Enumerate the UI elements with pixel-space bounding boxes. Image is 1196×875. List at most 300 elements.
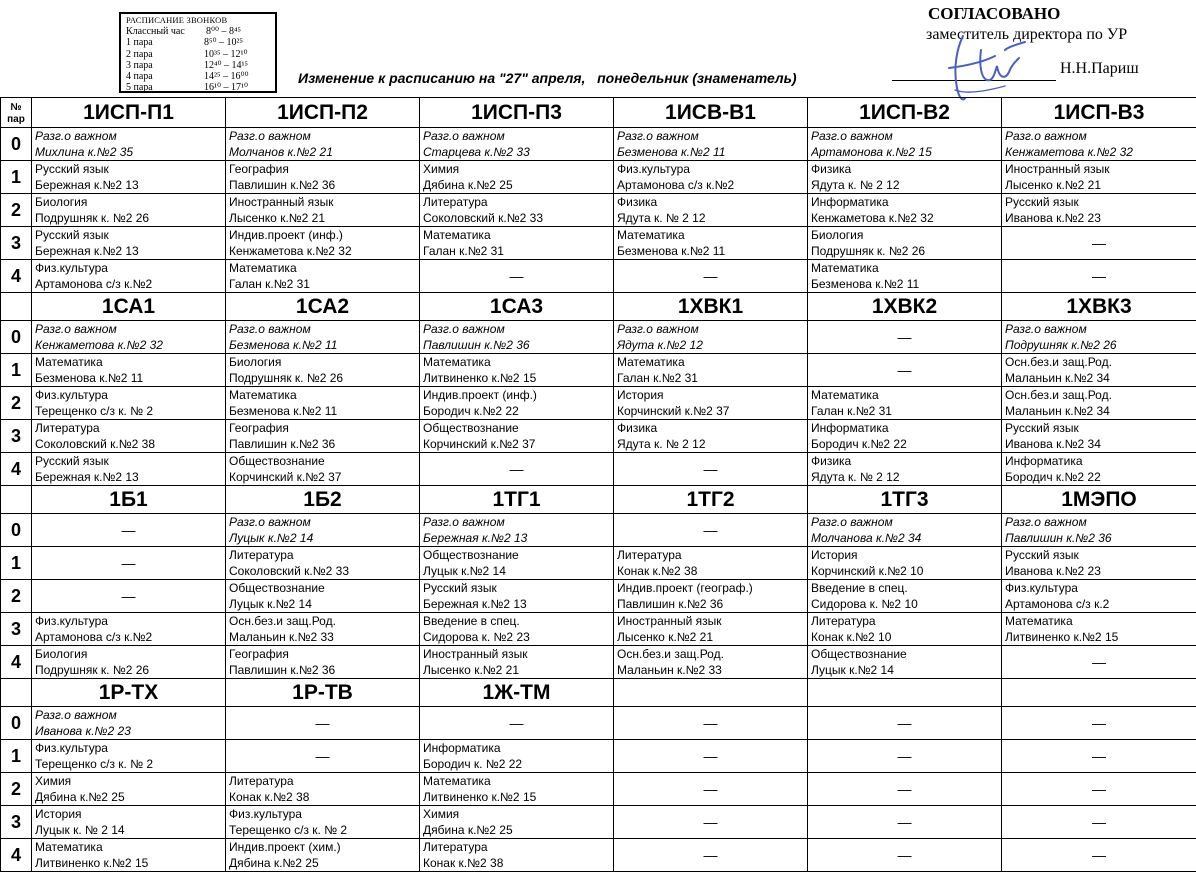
- lesson-cell: [1002, 354, 1196, 387]
- lesson-cell: [226, 613, 420, 646]
- teacher-room: Ядута к. № 2 12: [617, 211, 706, 225]
- subject-name: Индив.проект (географ.): [617, 581, 753, 595]
- lesson-cell: [226, 260, 420, 293]
- teacher-room: Подрушняк к. №2 26: [35, 211, 150, 225]
- teacher-room: Павлишин к.№2 36: [229, 178, 336, 192]
- teacher-room: Бородич к. №2 22: [423, 757, 523, 771]
- teacher-room: Молчанова к.№2 34: [811, 531, 922, 545]
- teacher-room: Дябина к.№2 25: [229, 856, 319, 870]
- teacher-room: Подрушняк к. №2 26: [35, 663, 150, 677]
- teacher-room: Артамонова с/з к.№2: [35, 630, 153, 644]
- group-name: 1СА1: [32, 293, 226, 321]
- teacher-room: Иванова к.№2 23: [35, 724, 131, 738]
- subject-name: Разг.о важном: [35, 129, 117, 143]
- teacher-room: Бережная к.№2 13: [35, 178, 139, 192]
- lesson-row: [1, 547, 1196, 580]
- document-title: Изменение к расписанию на "27" апреля, понедельник (знаменатель): [298, 70, 797, 86]
- lesson-cell: [1002, 420, 1196, 453]
- lesson-cell: [32, 740, 226, 773]
- lesson-cell: [808, 580, 1002, 613]
- lesson-cell: [1002, 161, 1196, 194]
- empty-slot: —: [808, 740, 1002, 773]
- empty-slot: —: [1002, 773, 1196, 806]
- lesson-cell: [420, 420, 614, 453]
- subject-name: Иностранный язык: [617, 614, 722, 628]
- teacher-room: Артамонова с/з к.№2: [617, 178, 735, 192]
- subject-name: Литература: [811, 614, 876, 628]
- subject-name: Химия: [423, 807, 460, 821]
- empty-slot: —: [1002, 707, 1196, 740]
- subject-name: Биология: [35, 647, 88, 661]
- group-name: [808, 679, 1002, 707]
- bell-row: 2 пара 10³⁵ – 12¹⁰: [126, 48, 248, 60]
- corner-cell: [1, 293, 32, 321]
- empty-slot: —: [226, 740, 420, 773]
- pair-number: 3: [1, 227, 32, 260]
- lesson-row: [1, 613, 1196, 646]
- lesson-cell: [226, 514, 420, 547]
- subject-name: География: [229, 421, 289, 435]
- teacher-room: Конак к.№2 10: [811, 630, 892, 644]
- lesson-cell: [32, 839, 226, 872]
- lesson-row: [1, 806, 1196, 839]
- subject-name: Разг.о важном: [229, 129, 311, 143]
- lesson-row: [1, 128, 1196, 161]
- teacher-room: Луцык к.№2 14: [423, 564, 506, 578]
- subject-name: Иностранный язык: [423, 647, 528, 661]
- subject-name: География: [229, 647, 289, 661]
- subject-name: Физика: [811, 454, 852, 468]
- subject-name: Физ.культура: [35, 388, 108, 402]
- lesson-cell: [1002, 321, 1196, 354]
- subject-name: Введение в спец.: [423, 614, 520, 628]
- teacher-room: Павлишин к.№2 36: [229, 663, 336, 677]
- teacher-room: Бережная к.№2 13: [423, 597, 527, 611]
- bell-row: 5 пара 16¹⁰ – 17¹⁰: [126, 82, 249, 94]
- lesson-cell: [226, 580, 420, 613]
- pair-number: 3: [1, 806, 32, 839]
- lesson-cell: [808, 420, 1002, 453]
- group-name: 1ИСП-П2: [226, 98, 420, 128]
- teacher-room: Конак к.№2 38: [617, 564, 698, 578]
- bell-row: 1 пара 8⁵⁰ – 10²⁵: [126, 37, 243, 49]
- teacher-room: Соколовский к.№2 33: [423, 211, 543, 225]
- subject-name: Индив.проект (хим.): [229, 840, 341, 854]
- lesson-cell: [32, 387, 226, 420]
- lesson-cell: [420, 806, 614, 839]
- approval-position: заместитель директора по УР: [926, 26, 1128, 43]
- teacher-room: Литвиненко к.№2 15: [35, 856, 149, 870]
- lesson-row: [1, 839, 1196, 872]
- group-name: 1Р-ТХ: [32, 679, 226, 707]
- teacher-room: Безменова к.№2 11: [229, 404, 338, 418]
- subject-name: Введение в спец.: [811, 581, 908, 595]
- subject-name: Осн.без.и защ.Род.: [229, 614, 336, 628]
- lesson-cell: [226, 773, 420, 806]
- lesson-cell: [32, 420, 226, 453]
- lesson-cell: [808, 161, 1002, 194]
- lesson-row: [1, 194, 1196, 227]
- bell-schedule-title: РАСПИСАНИЕ ЗВОНКОВ: [126, 15, 228, 25]
- teacher-room: Безменова к.№2 11: [35, 371, 144, 385]
- subject-name: Иностранный язык: [1005, 162, 1110, 176]
- lesson-cell: [1002, 453, 1196, 486]
- subject-name: Разг.о важном: [1005, 515, 1087, 529]
- teacher-room: Ядута к.№2 12: [617, 338, 703, 352]
- teacher-room: Галан к.№2 31: [229, 277, 310, 291]
- teacher-room: Терещенко с/з к. № 2: [35, 404, 154, 418]
- subject-name: Разг.о важном: [617, 129, 699, 143]
- subject-name: Разг.о важном: [35, 708, 117, 722]
- lesson-cell: [420, 580, 614, 613]
- empty-slot: —: [808, 806, 1002, 839]
- pair-number: 0: [1, 321, 32, 354]
- empty-slot: —: [1002, 260, 1196, 293]
- teacher-room: Подрушняк к. №2 26: [811, 244, 926, 258]
- lesson-cell: [420, 227, 614, 260]
- group-header-row: [1, 679, 1196, 707]
- lesson-cell: [420, 773, 614, 806]
- teacher-room: Иванова к.№2 23: [1005, 211, 1101, 225]
- empty-slot: —: [420, 260, 614, 293]
- group-name: 1ИСП-П3: [420, 98, 614, 128]
- pair-number: 0: [1, 128, 32, 161]
- lesson-cell: [226, 806, 420, 839]
- empty-slot: —: [614, 453, 808, 486]
- lesson-cell: [32, 613, 226, 646]
- lesson-cell: [226, 321, 420, 354]
- group-name: 1СА3: [420, 293, 614, 321]
- teacher-room: Павлишин к.№2 36: [617, 597, 724, 611]
- bell-schedule-box: [119, 12, 277, 93]
- pair-number: 2: [1, 387, 32, 420]
- teacher-room: Терещенко с/з к. № 2: [35, 757, 154, 771]
- teacher-room: Маланьин к.№2 33: [617, 663, 722, 677]
- pair-number-header: [1, 98, 32, 128]
- subject-name: Разг.о важном: [811, 515, 893, 529]
- lesson-cell: [808, 260, 1002, 293]
- lesson-cell: [420, 839, 614, 872]
- lesson-row: [1, 646, 1196, 679]
- lesson-cell: [226, 387, 420, 420]
- subject-name: Биология: [229, 355, 282, 369]
- lesson-row: [1, 420, 1196, 453]
- teacher-room: Кенжаметова к.№2 32: [1005, 145, 1133, 159]
- lesson-cell: [420, 387, 614, 420]
- lesson-cell: [226, 128, 420, 161]
- lesson-cell: [226, 547, 420, 580]
- pair-number: 0: [1, 514, 32, 547]
- lesson-cell: [420, 321, 614, 354]
- subject-name: Математика: [35, 355, 103, 369]
- empty-slot: —: [32, 580, 226, 613]
- subject-name: Индив.проект (инф.): [229, 228, 343, 242]
- teacher-room: Молчанов к.№2 21: [229, 145, 333, 159]
- subject-name: Разг.о важном: [1005, 129, 1087, 143]
- handwritten-signature: [935, 28, 1035, 106]
- subject-name: Индив.проект (инф.): [423, 388, 537, 402]
- lesson-cell: [1002, 547, 1196, 580]
- teacher-room: Кенжаметова к.№2 32: [811, 211, 934, 225]
- pair-number: 2: [1, 194, 32, 227]
- teacher-room: Бережная к.№2 13: [35, 470, 139, 484]
- group-name: 1ИСВ-В1: [614, 98, 808, 128]
- group-name: [1002, 679, 1196, 707]
- empty-slot: —: [808, 839, 1002, 872]
- subject-name: Обществознание: [229, 454, 325, 468]
- subject-name: Математика: [423, 228, 491, 242]
- bell-row: 3 пара 12⁴⁰ – 14¹⁵: [126, 59, 248, 71]
- group-name: 1Б2: [226, 486, 420, 514]
- teacher-room: Корчинский к.№2 37: [617, 404, 730, 418]
- lesson-row: [1, 453, 1196, 486]
- lesson-cell: [614, 547, 808, 580]
- group-name: 1ИСП-В3: [1002, 98, 1196, 128]
- lesson-cell: [226, 839, 420, 872]
- subject-name: Иностранный язык: [229, 195, 334, 209]
- subject-name: Русский язык: [35, 228, 109, 242]
- lesson-row: [1, 260, 1196, 293]
- lesson-row: [1, 354, 1196, 387]
- corner-cell: [1, 679, 32, 707]
- subject-name: Химия: [423, 162, 460, 176]
- group-name: 1ХВК1: [614, 293, 808, 321]
- lesson-cell: [808, 547, 1002, 580]
- group-header-row: [1, 98, 1196, 128]
- subject-name: Обществознание: [423, 548, 519, 562]
- subject-name: Физ.культура: [35, 741, 108, 755]
- teacher-room: Лысенко к.№2 21: [229, 211, 326, 225]
- group-name: 1Р-ТВ: [226, 679, 420, 707]
- lesson-cell: [32, 646, 226, 679]
- group-header-row: [1, 486, 1196, 514]
- teacher-room: Ядута к. № 2 12: [811, 178, 900, 192]
- lesson-cell: [32, 161, 226, 194]
- teacher-room: Галан к.№2 31: [617, 371, 698, 385]
- pair-label: пар: [7, 113, 25, 125]
- teacher-room: Литвиненко к.№2 15: [423, 371, 537, 385]
- lesson-cell: [1002, 194, 1196, 227]
- lesson-row: [1, 707, 1196, 740]
- teacher-room: Бородич к.№2 22: [1005, 470, 1101, 484]
- subject-name: Литература: [423, 195, 488, 209]
- subject-name: История: [35, 807, 82, 821]
- empty-slot: —: [32, 547, 226, 580]
- group-name: [614, 679, 808, 707]
- subject-name: География: [229, 162, 289, 176]
- subject-name: Литература: [35, 421, 100, 435]
- teacher-room: Литвиненко к.№2 15: [1005, 630, 1119, 644]
- group-name: 1ХВК2: [808, 293, 1002, 321]
- teacher-room: Соколовский к.№2 38: [35, 437, 155, 451]
- lesson-cell: [32, 321, 226, 354]
- subject-name: Математика: [811, 261, 879, 275]
- pair-number: 2: [1, 773, 32, 806]
- teacher-room: Павлишин к.№2 36: [229, 437, 336, 451]
- lesson-cell: [1002, 580, 1196, 613]
- lesson-cell: [420, 161, 614, 194]
- teacher-room: Безменова к.№2 11: [617, 145, 726, 159]
- teacher-room: Лысенко к.№2 21: [617, 630, 714, 644]
- lesson-cell: [614, 161, 808, 194]
- pair-number: 2: [1, 580, 32, 613]
- group-name: 1МЭПО: [1002, 486, 1196, 514]
- lesson-cell: [226, 646, 420, 679]
- signer-name: Н.Н.Париш: [1060, 60, 1139, 77]
- teacher-room: Подрушняк к.№2 26: [1005, 338, 1117, 352]
- lesson-cell: [420, 128, 614, 161]
- group-name: 1ИСП-В2: [808, 98, 1002, 128]
- subject-name: Русский язык: [35, 454, 109, 468]
- empty-slot: —: [1002, 646, 1196, 679]
- teacher-room: Иванова к.№2 23: [1005, 564, 1101, 578]
- subject-name: Информатика: [811, 195, 889, 209]
- lesson-cell: [420, 514, 614, 547]
- lesson-row: [1, 514, 1196, 547]
- subject-name: Физ.культура: [1005, 581, 1078, 595]
- teacher-room: Лысенко к.№2 21: [423, 663, 520, 677]
- teacher-room: Корчинский к.№2 37: [229, 470, 342, 484]
- empty-slot: —: [614, 260, 808, 293]
- lesson-cell: [808, 128, 1002, 161]
- subject-name: Разг.о важном: [1005, 322, 1087, 336]
- teacher-room: Безменова к.№2 11: [617, 244, 726, 258]
- lesson-cell: [614, 194, 808, 227]
- empty-slot: —: [614, 707, 808, 740]
- subject-name: Математика: [229, 388, 297, 402]
- subject-name: Разг.о важном: [423, 515, 505, 529]
- subject-name: Разг.о важном: [617, 322, 699, 336]
- group-name: 1ТГ1: [420, 486, 614, 514]
- lesson-cell: [808, 453, 1002, 486]
- pair-number: 3: [1, 613, 32, 646]
- pair-number: 4: [1, 453, 32, 486]
- teacher-room: Безменова к.№2 11: [811, 277, 920, 291]
- number-sign: №: [10, 101, 22, 113]
- subject-name: Физ.культура: [35, 261, 108, 275]
- lesson-cell: [32, 128, 226, 161]
- corner-cell: [1, 486, 32, 514]
- subject-name: Русский язык: [1005, 548, 1079, 562]
- subject-name: Химия: [35, 774, 72, 788]
- subject-name: Физика: [811, 162, 852, 176]
- lesson-cell: [420, 547, 614, 580]
- teacher-room: Михлина к.№2 35: [35, 145, 134, 159]
- lesson-cell: [614, 420, 808, 453]
- empty-slot: —: [614, 740, 808, 773]
- subject-name: Литература: [423, 840, 488, 854]
- teacher-room: Луцык к.№2 14: [229, 531, 314, 545]
- teacher-room: Старцева к.№2 33: [423, 145, 530, 159]
- empty-slot: —: [808, 773, 1002, 806]
- subject-name: Разг.о важном: [35, 322, 117, 336]
- teacher-room: Конак к.№2 38: [229, 790, 310, 804]
- pair-number: 0: [1, 707, 32, 740]
- teacher-room: Корчинский к.№2 10: [811, 564, 924, 578]
- group-name: 1ИСП-П1: [32, 98, 226, 128]
- pair-number: 4: [1, 260, 32, 293]
- subject-name: Русский язык: [1005, 421, 1079, 435]
- lesson-cell: [614, 387, 808, 420]
- lesson-cell: [808, 613, 1002, 646]
- empty-slot: —: [614, 806, 808, 839]
- subject-name: Математика: [423, 774, 491, 788]
- teacher-room: Дябина к.№2 25: [35, 790, 125, 804]
- lesson-cell: [226, 354, 420, 387]
- lesson-cell: [614, 580, 808, 613]
- subject-name: Физика: [617, 421, 658, 435]
- teacher-room: Маланьин к.№2 34: [1005, 371, 1110, 385]
- teacher-room: Артамонова к.№2 15: [811, 145, 932, 159]
- teacher-room: Безменова к.№2 11: [229, 338, 338, 352]
- teacher-room: Корчинский к.№2 37: [423, 437, 536, 451]
- teacher-room: Дябина к.№2 25: [423, 178, 513, 192]
- schedule-table: [0, 97, 1196, 872]
- teacher-room: Лысенко к.№2 21: [1005, 178, 1102, 192]
- lesson-cell: [32, 227, 226, 260]
- teacher-room: Терещенко с/з к. № 2: [229, 823, 348, 837]
- lesson-cell: [226, 453, 420, 486]
- subject-name: Информатика: [423, 741, 501, 755]
- subject-name: Разг.о важном: [423, 129, 505, 143]
- subject-name: Математика: [423, 355, 491, 369]
- empty-slot: —: [1002, 227, 1196, 260]
- subject-name: Литература: [617, 548, 682, 562]
- empty-slot: —: [226, 707, 420, 740]
- lesson-cell: [32, 354, 226, 387]
- subject-name: Информатика: [811, 421, 889, 435]
- subject-name: Физ.культура: [229, 807, 302, 821]
- subject-name: Физика: [617, 195, 658, 209]
- pair-number: 1: [1, 161, 32, 194]
- subject-name: Осн.без.и защ.Род.: [1005, 388, 1112, 402]
- subject-name: Русский язык: [1005, 195, 1079, 209]
- teacher-room: Ядута к. № 2 12: [617, 437, 706, 451]
- teacher-room: Бородич к.№2 22: [811, 437, 907, 451]
- bell-row: 4 пара 14²⁵ – 16⁰⁰: [126, 71, 249, 83]
- lesson-cell: [226, 420, 420, 453]
- lesson-cell: [614, 128, 808, 161]
- teacher-room: Сидорова к. №2 10: [811, 597, 918, 611]
- lesson-cell: [614, 354, 808, 387]
- group-name: 1ТГ3: [808, 486, 1002, 514]
- lesson-cell: [420, 613, 614, 646]
- subject-name: Математика: [617, 228, 685, 242]
- teacher-room: Конак к.№2 38: [423, 856, 504, 870]
- pair-number: 1: [1, 547, 32, 580]
- lesson-cell: [420, 194, 614, 227]
- lesson-cell: [226, 161, 420, 194]
- lesson-cell: [1002, 613, 1196, 646]
- empty-slot: —: [420, 707, 614, 740]
- teacher-room: Ядута к. № 2 12: [811, 470, 900, 484]
- lesson-cell: [32, 260, 226, 293]
- pair-number: 3: [1, 420, 32, 453]
- teacher-room: Бережная к.№2 13: [423, 531, 528, 545]
- lesson-cell: [808, 194, 1002, 227]
- teacher-room: Бережная к.№2 13: [35, 244, 139, 258]
- group-name: 1СА2: [226, 293, 420, 321]
- lesson-cell: [420, 354, 614, 387]
- teacher-room: Литвиненко к.№2 15: [423, 790, 537, 804]
- subject-name: Обществознание: [229, 581, 325, 595]
- group-name: 1Ж-ТМ: [420, 679, 614, 707]
- teacher-room: Дябина к.№2 25: [423, 823, 513, 837]
- pair-number: 4: [1, 839, 32, 872]
- approval-heading: СОГЛАСОВАНО: [928, 4, 1061, 23]
- teacher-room: Галан к.№2 31: [423, 244, 504, 258]
- subject-name: Литература: [229, 548, 294, 562]
